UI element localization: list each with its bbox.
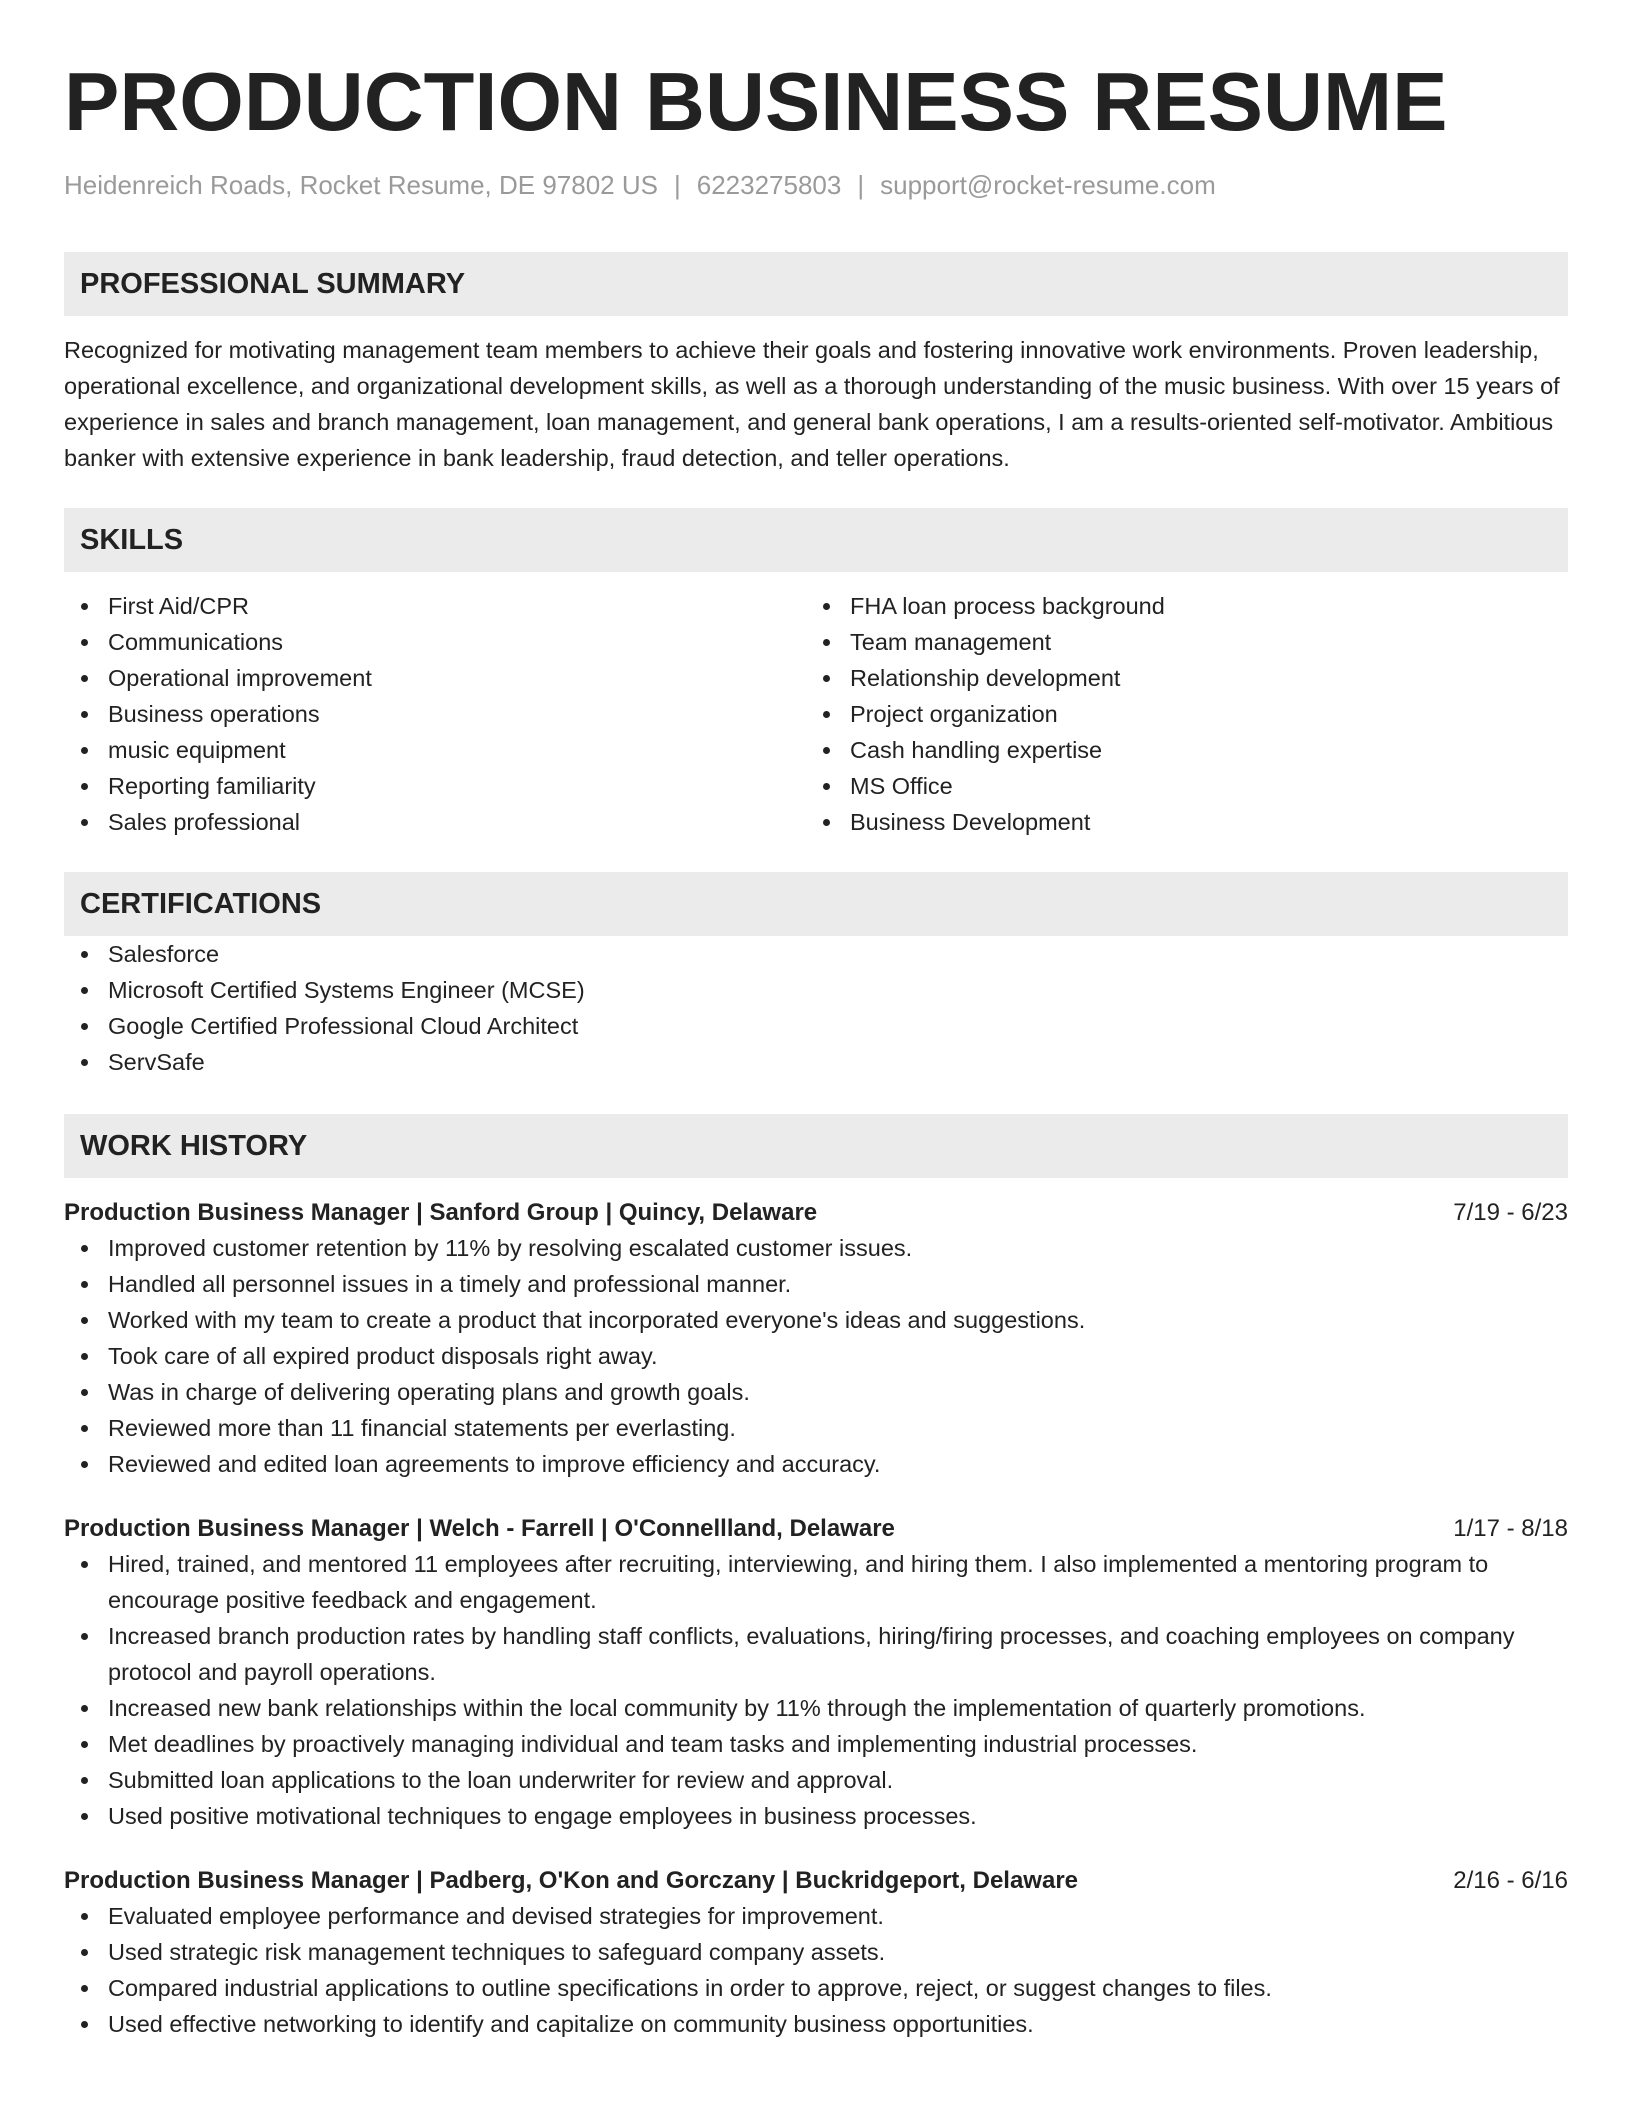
job-entry: [64, 1864, 1568, 2042]
job-title: Production Business Manager | Sanford Group | Quincy, Delaware: [64, 1199, 818, 1226]
certification-item: Salesforce: [64, 936, 1568, 972]
job-dates: 1/17 - 8/18: [1453, 1515, 1568, 1542]
job-duties-list: [64, 1230, 1568, 1482]
skill-item: MS Office: [806, 768, 1548, 804]
skills-column-left: [64, 588, 806, 840]
job-duty-item: Used positive motivational techniques to engage employees in business processes.: [64, 1798, 1568, 1834]
skill-item: Communications: [64, 624, 806, 660]
job-entry: [64, 1196, 1568, 1482]
job-duty-item: Evaluated employee performance and devised strategies for improvement.: [64, 1898, 1568, 1934]
certifications-list: [64, 936, 1568, 1080]
work-history-heading: WORK HISTORY: [64, 1114, 1568, 1178]
contact-separator: |: [857, 170, 865, 200]
contact-email: support@rocket-resume.com: [880, 170, 1216, 200]
job-duty-item: Compared industrial applications to outline specifications in order to approve, reject, or suggest changes to files.: [64, 1970, 1568, 2006]
summary-text: Recognized for motivating management team members to achieve their goals and fostering innovative work environments. Proven leadership, operational excellence, and organizational development skills, as well as a thorough understanding of the music business. With over 15 years of experience in sales and branch management, loan management, and general bank operations, I am a results-oriented self-motivator. Ambitious banker with extensive experience in bank leadership, fraud detection, and teller operations.: [64, 337, 1560, 471]
skill-item: Reporting familiarity: [64, 768, 806, 804]
contact-separator: |: [673, 170, 681, 200]
skill-item: music equipment: [64, 732, 806, 768]
skills-list: [64, 588, 1568, 840]
contact-phone: 6223275803: [696, 170, 842, 200]
job-header: [64, 1512, 1568, 1546]
contact-line: [64, 168, 1568, 202]
skill-item: Team management: [806, 624, 1548, 660]
job-duty-item: Hired, trained, and mentored 11 employees after recruiting, interviewing, and hiring them. I also implemented a mentoring program to encourage positive feedback and engagement.: [64, 1546, 1568, 1618]
job-duty-item: Increased new bank relationships within the local community by 11% through the implementation of quarterly promotions.: [64, 1690, 1568, 1726]
job-title: Production Business Manager | Welch - Farrell | O'Connellland, Delaware: [64, 1515, 895, 1542]
job-dates: 7/19 - 6/23: [1453, 1199, 1568, 1226]
job-duty-item: Worked with my team to create a product that incorporated everyone's ideas and suggestions.: [64, 1302, 1568, 1338]
job-duty-item: Reviewed more than 11 financial statements per everlasting.: [64, 1410, 1568, 1446]
job-duty-item: Improved customer retention by 11% by resolving escalated customer issues.: [64, 1230, 1568, 1266]
skill-item: FHA loan process background: [806, 588, 1548, 624]
job-header: [64, 1196, 1568, 1230]
job-duty-item: Met deadlines by proactively managing individual and team tasks and implementing industrial processes.: [64, 1726, 1568, 1762]
job-duty-item: Increased branch production rates by handling staff conflicts, evaluations, hiring/firing processes, and coaching employees on company protocol and payroll operations.: [64, 1618, 1568, 1690]
job-duties-list: [64, 1898, 1568, 2042]
skill-item: Sales professional: [64, 804, 806, 840]
skill-item: Business operations: [64, 696, 806, 732]
skill-item: Cash handling expertise: [806, 732, 1548, 768]
certification-item: Google Certified Professional Cloud Architect: [64, 1008, 1568, 1044]
job-header: [64, 1864, 1568, 1898]
job-duty-item: Took care of all expired product disposals right away.: [64, 1338, 1568, 1374]
skills-heading: SKILLS: [64, 508, 1568, 572]
certification-item: Microsoft Certified Systems Engineer (MCSE): [64, 972, 1568, 1008]
skill-item: Business Development: [806, 804, 1548, 840]
job-dates: 2/16 - 6/16: [1453, 1867, 1568, 1894]
job-title: Production Business Manager | Padberg, O'Kon and Gorczany | Buckridgeport, Delaware: [64, 1867, 1079, 1894]
contact-address: Heidenreich Roads, Rocket Resume, DE 97802 US: [64, 170, 658, 200]
job-duties-list: [64, 1546, 1568, 1834]
certifications-heading: CERTIFICATIONS: [64, 872, 1568, 936]
skill-item: Operational improvement: [64, 660, 806, 696]
job-duty-item: Used effective networking to identify and capitalize on community business opportunities.: [64, 2006, 1568, 2042]
skill-item: Relationship development: [806, 660, 1548, 696]
summary-heading: PROFESSIONAL SUMMARY: [64, 252, 1568, 316]
job-duty-item: Reviewed and edited loan agreements to improve efficiency and accuracy.: [64, 1446, 1568, 1482]
job-duty-item: Used strategic risk management techniques to safeguard company assets.: [64, 1934, 1568, 1970]
job-entry: [64, 1512, 1568, 1834]
job-duty-item: Submitted loan applications to the loan underwriter for review and approval.: [64, 1762, 1568, 1798]
job-duty-item: Handled all personnel issues in a timely and professional manner.: [64, 1266, 1568, 1302]
skill-item: First Aid/CPR: [64, 588, 806, 624]
resume-title: PRODUCTION BUSINESS RESUME: [64, 55, 1448, 148]
skills-column-right: [806, 588, 1548, 840]
resume-page: [64, 52, 1568, 2042]
job-duty-item: Was in charge of delivering operating plans and growth goals.: [64, 1374, 1568, 1410]
skill-item: Project organization: [806, 696, 1548, 732]
certification-item: ServSafe: [64, 1044, 1568, 1080]
